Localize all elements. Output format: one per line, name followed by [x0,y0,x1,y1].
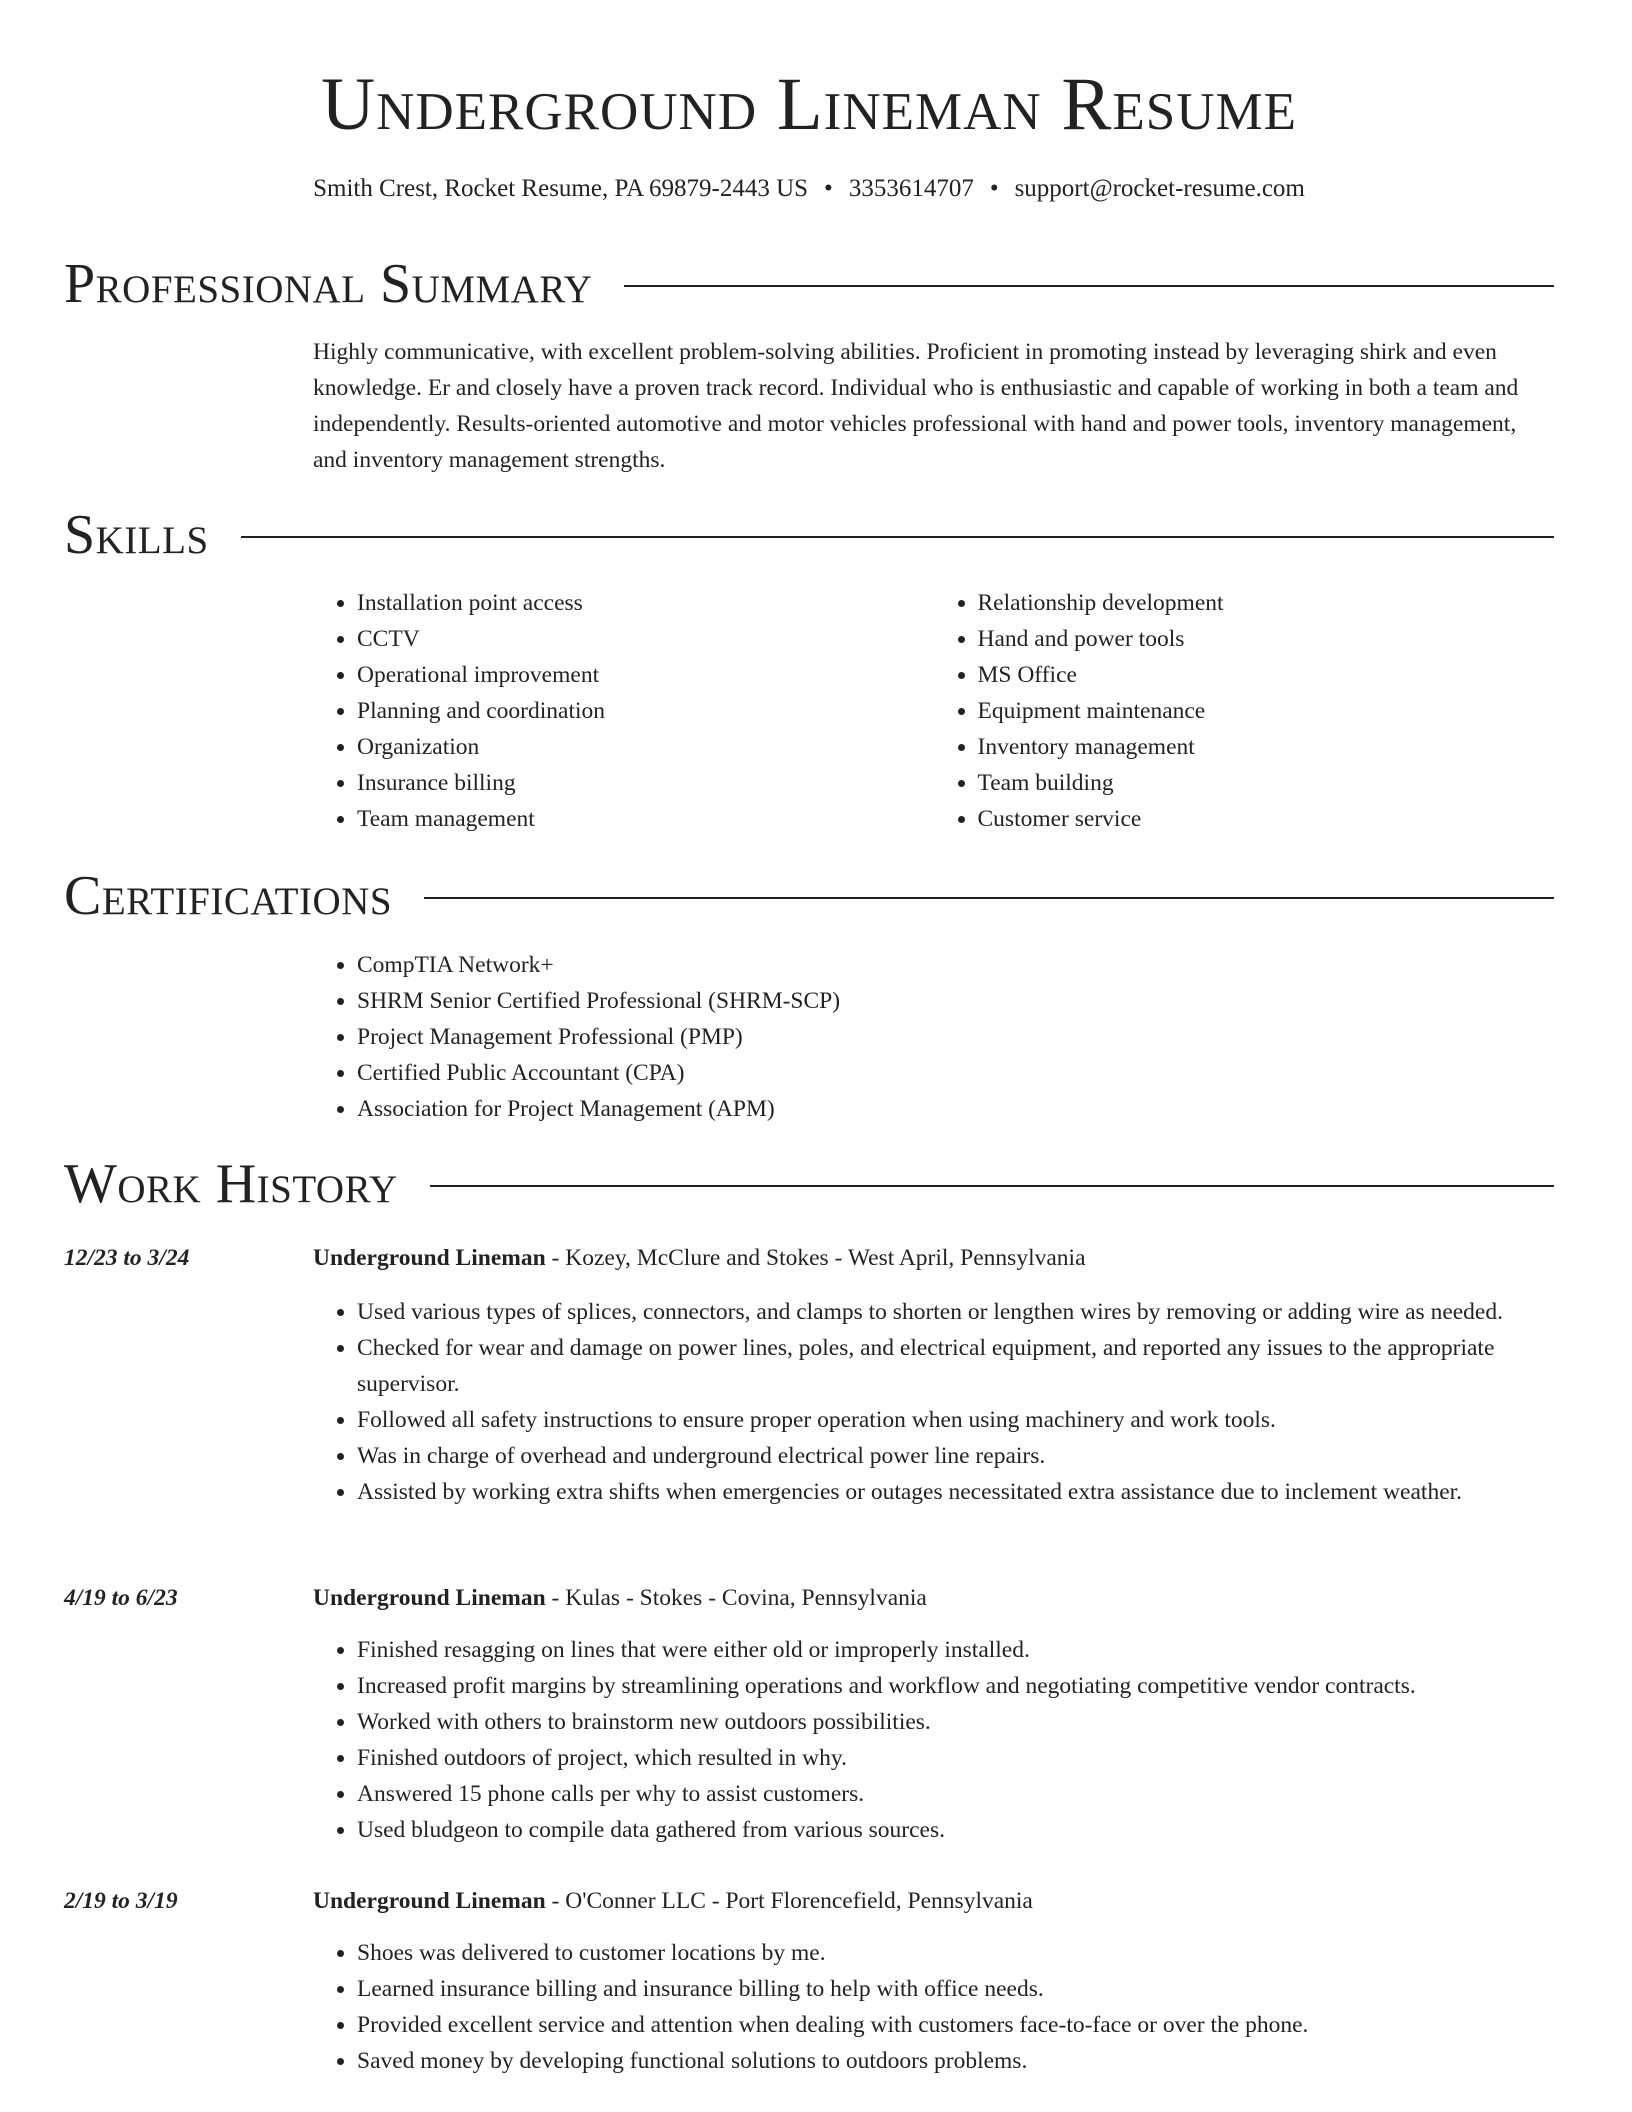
job-bullets [313,1935,1554,2079]
job-bullet-list [313,1935,1554,2079]
certifications-heading: Certifications [64,865,393,927]
job-bullet: • Shoes was delivered to customer locations by me. [357,1935,1554,1971]
job-bullet-list [313,1632,1554,1848]
certifications-block [313,947,1554,1127]
job-bullet: • Worked with others to brainstorm new outdoors possibilities. [357,1704,1554,1740]
certification-item: • CompTIA Network+ [357,947,1554,983]
job-employer: - Kozey, McClure and Stokes - West April, Pennsylvania [545,1245,1086,1271]
skill-item: • Hand and power tools [978,621,1555,657]
job-bullet: • Answered 15 phone calls per why to assist customers. [357,1776,1554,1812]
skill-item: • CCTV [357,621,934,657]
job-bullets [313,1294,1554,1510]
contact-separator: • [989,175,999,202]
contact-phone[interactable]: 3353614707 [848,175,974,202]
skill-item: • Team building [978,765,1555,801]
job-bullet: • Used various types of splices, connectors, and clamps to shorten or lengthen wires by removing or adding wire as needed. [357,1294,1554,1330]
job-bullet: • Used bludgeon to compile data gathered from various sources. [357,1812,1554,1848]
job-bullets [313,1632,1554,1848]
skill-item: • Customer service [978,801,1555,837]
job-bullet: • Provided excellent service and attention when dealing with customers face-to-face or over the phone. [357,2007,1554,2043]
job-bullet: • Learned insurance billing and insurance billing to help with office needs. [357,1971,1554,2007]
job-title-line [313,1240,1554,1276]
certifications-list [313,947,1554,1127]
job-dates: 12/23 to 3/24 [64,1245,190,1271]
certification-item: • Association for Project Management (APM) [357,1091,1554,1127]
job-title-line [313,1883,1554,1919]
skills-block [313,585,1554,837]
summary-section-header [64,252,1554,316]
certification-item: • SHRM Senior Certified Professional (SHRM-SCP) [357,983,1554,1019]
contact-separator: • [824,175,833,202]
job-dates: 4/19 to 6/23 [64,1585,178,1611]
job-title: Underground Lineman [313,1245,546,1271]
skill-item: • Equipment maintenance [978,693,1555,729]
section-divider [430,1185,1554,1187]
work-history-section-header [64,1152,1554,1216]
section-divider [424,897,1554,899]
job-bullet: • Was in charge of overhead and underground electrical power line repairs. [357,1438,1554,1474]
job-title-line [313,1580,1554,1616]
skill-item: • Relationship development [978,585,1555,621]
job-bullet: • Saved money by developing functional solutions to outdoors problems. [357,2043,1554,2079]
skills-section-header [64,503,1554,567]
skill-item: • MS Office [978,657,1555,693]
job-dates: 2/19 to 3/19 [64,1888,178,1914]
skill-item: • Organization [357,729,934,765]
job-bullet-list [313,1294,1554,1510]
resume-title: Underground Lineman Resume [320,63,1298,146]
skill-item: • Planning and coordination [357,693,934,729]
certifications-section-header [64,864,1554,928]
contact-line [64,173,1554,205]
job-title: Underground Lineman [313,1888,546,1914]
skills-heading: Skills [64,504,209,566]
job-bullet: • Finished outdoors of project, which resulted in why. [357,1740,1554,1776]
section-divider [624,285,1554,287]
job-employer: - Kulas - Stokes - Covina, Pennsylvania [545,1585,927,1611]
skills-list-left [313,585,934,837]
summary-heading: Professional Summary [64,253,593,315]
skill-item: • Insurance billing [357,765,934,801]
job-title: Underground Lineman [313,1585,546,1611]
skills-list-right [934,585,1555,837]
job-bullet: • Finished resagging on lines that were either old or improperly installed. [357,1632,1554,1668]
contact-address: Smith Crest, Rocket Resume, PA 69879-2443 US [313,175,809,202]
certification-item: • Certified Public Accountant (CPA) [357,1055,1554,1091]
job-employer: - O'Conner LLC - Port Florencefield, Pennsylvania [545,1888,1033,1914]
skill-item: • Team management [357,801,934,837]
job-bullet: • Followed all safety instructions to ensure proper operation when using machinery and work tools. [357,1402,1554,1438]
certification-item: • Project Management Professional (PMP) [357,1019,1554,1055]
summary-block [313,334,1554,478]
work-history-heading: Work History [64,1153,398,1215]
section-divider [241,536,1554,538]
job-bullet: • Increased profit margins by streamlining operations and workflow and negotiating competitive vendor contracts. [357,1668,1554,1704]
contact-email[interactable]: support@rocket-resume.com [1014,175,1305,202]
summary-text: Highly communicative, with excellent problem-solving abilities. Proficient in promoting instead by leveraging shirk and even knowledge. Er and closely have a proven track record. Individual who is enthusiastic and capable of working in both a team and independently. Results-oriented automotive and motor vehicles professional with hand and power tools, inventory management, and inventory management strengths. [313,339,1519,473]
job-bullet: • Assisted by working extra shifts when emergencies or outages necessitated extra assistance due to inclement weather. [357,1474,1554,1510]
skill-item: • Installation point access [357,585,934,621]
resume-page [64,0,1554,2074]
skill-item: • Inventory management [978,729,1555,765]
skills-columns [313,585,1554,837]
job-bullet: • Checked for wear and damage on power lines, poles, and electrical equipment, and reported any issues to the appropriate supervisor. [357,1330,1554,1402]
skill-item: • Operational improvement [357,657,934,693]
